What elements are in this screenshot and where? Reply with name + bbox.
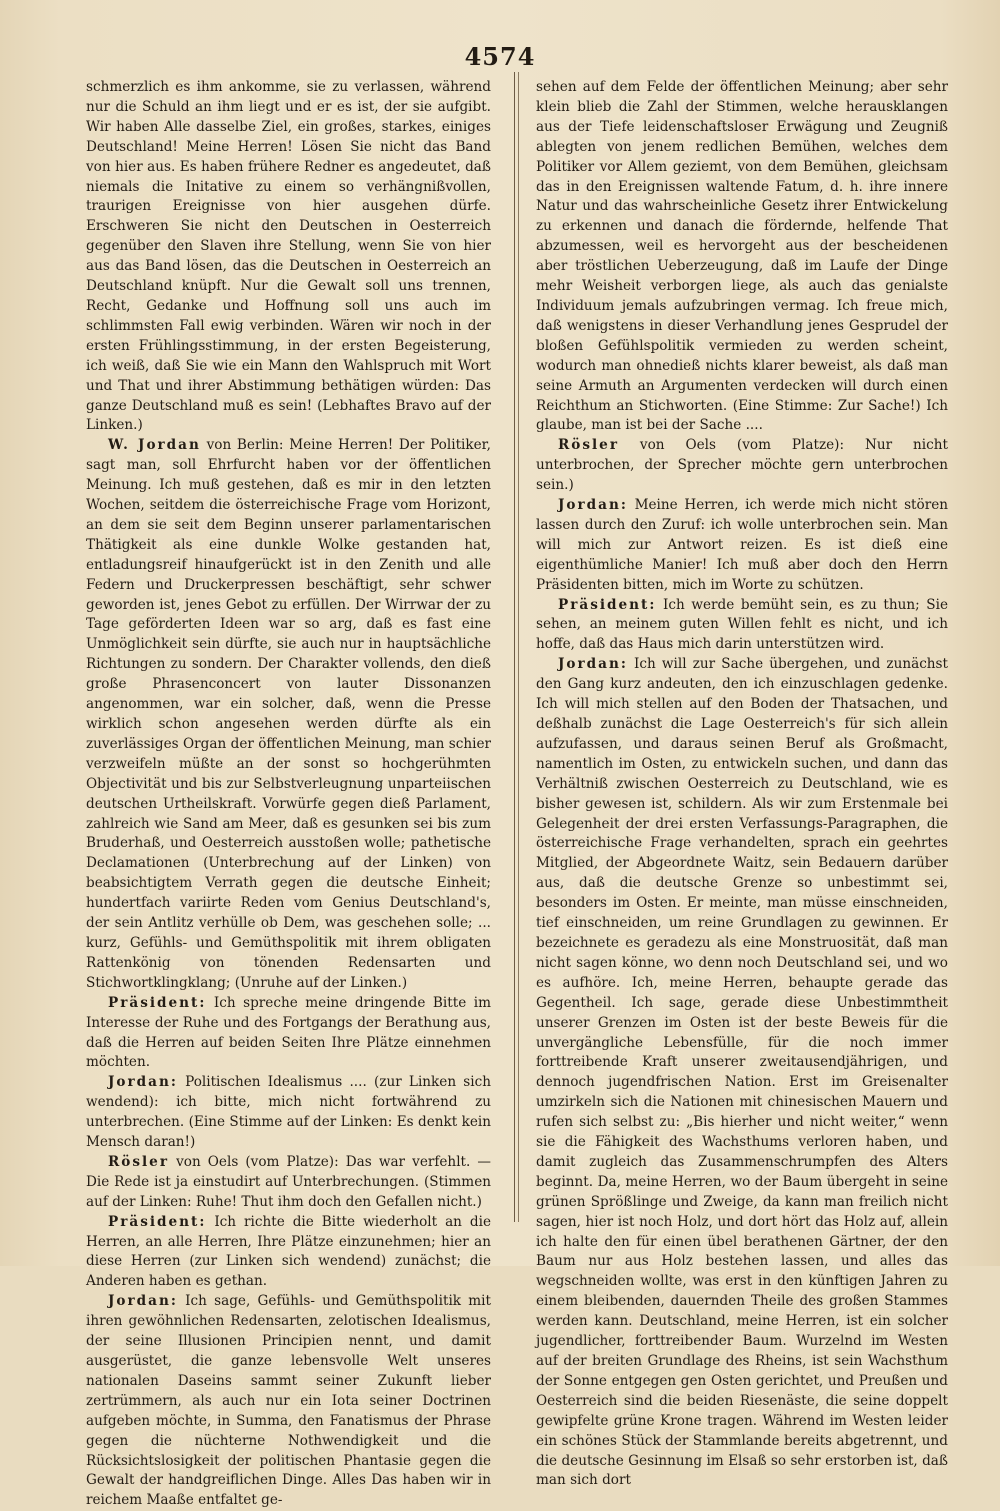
paragraph-text: Ich richte die Bitte wiederholt an die Herren, an alle Herren, Ihre Plätze einzunehmen; hier an diese Herren (zur Linken sich wendend) zunächst; die Anderen haben es gethan. xyxy=(86,1213,491,1290)
paragraph-text: Meine Herren, ich werde mich nicht stören lassen durch den Zuruf: ich wolle unterbrochen sein. Man will mich zur Antwort reizen. Es ist dieß eine eigenthümliche Manier! Ich muß aber doch den Herrn Präsidenten bitten, mich im Worte zu schützen. xyxy=(536,497,948,593)
speaker-name: W. Jordan xyxy=(108,437,201,454)
speaker-name: Rösler xyxy=(108,1153,169,1170)
paragraph xyxy=(86,994,491,1074)
speaker-name: Präsident: xyxy=(108,994,207,1011)
paragraph-text: Ich spreche meine dringende Bitte im Interesse der Ruhe und des Fortgangs der Berathung aus, daß die Herren auf beiden Seiten Ihre Plätze einnehmen möchten. xyxy=(86,994,491,1071)
paragraph-text: von Oels (vom Platze): Das war verfehlt. — Die Rede ist ja einstudirt auf Unterbrechungen. (Stimmen auf der Linken: Ruhe! Thut ihm doch den Gefallen nicht.) xyxy=(86,1153,491,1210)
paragraph xyxy=(536,496,948,596)
paragraph xyxy=(86,1153,491,1213)
paragraph-text: von Berlin: Meine Herren! Der Politiker, sagt man, soll Ehrfurcht haben vor der öffentlichen Meinung. Ich muß gestehen, daß es mir in den letzten Wochen, seitdem die österreichische Frage vom Horizont, an dem sie seit dem Beginn unserer parlamentarischen Thätigkeit als eine dunkle Wolke gestanden hat, entladungsreif hinaufgerückt ist in den Zenith und alle Federn und Druckerpressen beschäftigt, sehr schwer geworden ist, jenes Gebot zu erfüllen. Der Wirrwar der zu Tage geförderten Ideen war so arg, daß es fast eine Unmöglichkeit sein dürfte, sie auch nur in hauptsächliche Richtungen zu sondern. Der Charakter vollends, den dieß große Phrasenconcert von lauter Dissonanzen angenommen, war ein solcher, daß, wenn die Presse wirklich schon angesehen werden dürfte als ein zuverlässiges Organ der öffentlichen Meinung, man schier verzweifeln müßte an der sonst so hochgerühmten Objectivität und bis zur Selbstverleugnung unparteiischen deutschen Urtheilskraft. Vorwürfe gegen dieß Parlament, zahlreich wie Sand am Meer, daß es gesunken sei bis zum Bruderhaß, und Oesterreich ausstoßen wolle; pathetische Declamationen (Unterbrechung auf der Linken) von beabsichtigtem Verrath gegen die deutsche Einheit; hundertfach variirte Reden vom Genius Deutschland's, der sein Antlitz verhülle ob Dem, was geschehen solle; ... kurz, Gefühls- und Gemüthspolitik mit ihrem obligaten Rattenkönig von tönenden Redensarten und Stichwortklingklang; (Unruhe auf der Linken.) xyxy=(86,437,491,991)
speaker-name: Präsident: xyxy=(108,1213,207,1230)
paragraph xyxy=(536,596,948,656)
paragraph-text: Ich werde bemüht sein, es zu thun; Sie sehen, an meinem guten Willen fehlt es nicht, und ich hoffe, daß das Haus mich darin unterstützen wird. xyxy=(536,596,948,653)
column-divider xyxy=(514,72,515,1222)
column-divider xyxy=(518,72,519,1222)
speaker-name: Jordan: xyxy=(558,497,628,514)
speaker-name: Präsident: xyxy=(558,596,657,613)
paragraph-text: Ich sage, Gefühls- und Gemüthspolitik mit ihren gewöhnlichen Redensarten, zelotischen Idealismus, der seine Illusionen Principien nennt, und damit ausgerüstet, die ganze lebensvolle Welt unseres nationalen Daseins sammt seiner Zukunft lieber zertrümmern, als auch nur ein Iota seiner Doctrinen aufgeben möchte, in Summa, den Fanatismus der Phrase gegen die nüchterne Nothwendigkeit und die Rücksichtslosigkeit der politischen Phantasie gegen die Gewalt der handgreiflichen Dinge. Alles Das haben wir in reichem Maaße entfaltet ge- xyxy=(86,1293,491,1509)
paragraph xyxy=(536,655,948,1491)
paragraph-text: von Oels (vom Platze): Nur nicht unterbrochen, der Sprecher möchte gern unterbrochen sein.) xyxy=(536,437,948,494)
paragraph xyxy=(86,78,491,436)
paragraph xyxy=(86,1073,491,1153)
paragraph xyxy=(86,1213,491,1293)
speaker-name: Jordan: xyxy=(108,1074,178,1091)
speaker-name: Rösler xyxy=(558,437,619,454)
paragraph xyxy=(536,436,948,496)
paragraph-text: Ich will zur Sache übergehen, und zunächst den Gang kurz andeuten, den ich einzuschlagen gedenke. Ich will mich stellen auf den Boden der Thatsachen, und deßhalb zunächst die Lage Oesterreich's für sich allein aufzufassen, und daraus seinen Beruf als Großmacht, namentlich im Osten, zu entwickeln suchen, und dann das Verhältniß zwischen Oesterreich zu Deutschland, wie es bisher gewesen ist, schildern. Als wir zum Erstenmale bei Gelegenheit der drei ersten Verfassungs-Paragraphen, die österreichische Frage verhandelten, sprach ein geehrtes Mitglied, der Abgeordnete Waitz, sein Bedauern darüber aus, daß die deutsche Grenze so unbestimmt sei, besonders im Osten. Er meinte, man müsse einschneiden, tief einschneiden, um reine Grundlagen zu gewinnen. Er bezeichnete es geradezu als eine Monstruosität, daß man nicht sagen könne, wo denn noch Deutschland sei, und wo es aufhöre. Ich, meine Herren, behaupte gerade das Gegentheil. Ich sage, gerade diese Unbestimmtheit unserer Grenzen im Osten ist der beste Beweis für die unvergängliche Lebensfülle, für die noch immer forttreibende Kraft unserer zweitausendjährigen, und dennoch jugendfrischen Nation. Erst im Greisenalter umzirkeln sich die Nationen mit chinesischen Mauern und rufen sich selbst zu: „Bis hierher und nicht weiter,“ wenn sie die Fähigkeit des Wachsthums verloren haben, und damit zugleich das Zusammenschrumpfen des Alters beginnt. Da, meine Herren, wo der Baum übergeht in seine grünen Sprößlinge und Zweige, da kann man freilich nicht sagen, hier ist noch Holz, und dort hört das Holz auf, allein ich halte den für einen übel berathenen Gärtner, der den Baum nur aus Holz bestehen lassen, und alles das wegschneiden wollte, was erst in den künftigen Jahren zu einem bleibenden, dauernden Theile des großen Stammes werden kann. Deutschland, meine Herren, ist ein solcher jugendlicher, forttreibender Baum. Wurzelnd im Westen auf der breiten Grundlage des Rheins, ist sein Wachsthum der Sonne entgegen gen Osten gerichtet, und Preußen und Oesterreich sind die beiden Riesenäste, die seine doppelt gewipfelte grüne Krone tragen. Während im Westen leider ein schönes Stück der Stammlande bereits abgetrennt, und die deutsche Gesinnung im Elsaß so sehr erstorben ist, daß man sich dort xyxy=(536,656,948,1489)
speaker-name: Jordan: xyxy=(558,656,628,673)
paragraph-text: schmerzlich es ihm ankomme, sie zu verlassen, während nur die Schuld an ihm liegt und er es ist, der sie aufgibt. Wir haben Alle dasselbe Ziel, ein großes, starkes, einiges Deutschland! Meine Herren! Lösen Sie nicht das Band von hier aus. Es haben frühere Redner es angedeutet, daß niemals die Initative zu einem so verhängnißvollen, traurigen Ereignisse von hier ausgehen dürfe. Erschweren Sie nicht den Deutschen in Oesterreich gegenüber den Slaven ihre Stellung, wenn Sie von hier aus das Band lösen, das die Deutschen in Oesterreich an Deutschland knüpft. Nur die Gewalt soll uns trennen, Recht, Gedanke und Hoffnung soll uns auch im schlimmsten Fall ewig verbinden. Wären wir noch in der ersten Frühlingsstimmung, in der ersten Begeisterung, ich weiß, daß Sie wie ein Mann den Wahlspruch mit Wort und That und ihrer Abstimmung bethätigen würden: Das ganze Deutschland muß es sein! (Lebhaftes Bravo auf der Linken.) xyxy=(86,79,491,434)
paragraph xyxy=(536,78,948,436)
paragraph-text: Politischen Idealismus .... (zur Linken sich wendend): ich bitte, mich nicht fortwährend zu unterbrechen. (Eine Stimme auf der Linken: Es denkt kein Mensch daran!) xyxy=(86,1074,491,1151)
paragraph xyxy=(86,1292,491,1511)
left-column xyxy=(86,78,491,1511)
paragraph-text: sehen auf dem Felde der öffentlichen Meinung; aber sehr klein blieb die Zahl der Stimmen, welche herausklangen aus der Tiefe leidenschaftsloser Erwägung und Zeugniß ablegten von jenem redlichen Bemühen, welches dem Politiker vor Allem geziemt, von dem Bemühen, gleichsam das in den Ereignissen waltende Fatum, d. h. ihre innere Natur und das wahrscheinliche Gesetz ihrer Entwickelung zu erkennen und danach die fördernde, helfende That abzumessen, weil es hervorgeht aus der bescheidenen aber tröstlichen Ueberzeugung, daß im Laufe der Dinge mehr Weisheit verborgen liege, als auch das genialste Individuum jemals aufzubringen vermag. Ich freue mich, daß wenigstens in dieser Verhandlung jenes Gesprudel der bloßen Gefühlspolitik vermieden zu werden scheint, wodurch man ohnedieß nichts klarer beweist, als daß man seine Armuth an Argumenten verdecken will durch einen Reichthum an Stichworten. (Eine Stimme: Zur Sache!) Ich glaube, man ist bei der Sache .... xyxy=(536,79,948,434)
right-column xyxy=(536,78,948,1491)
page-number: 4574 xyxy=(464,42,536,71)
paragraph xyxy=(86,436,491,993)
speaker-name: Jordan: xyxy=(108,1293,178,1310)
